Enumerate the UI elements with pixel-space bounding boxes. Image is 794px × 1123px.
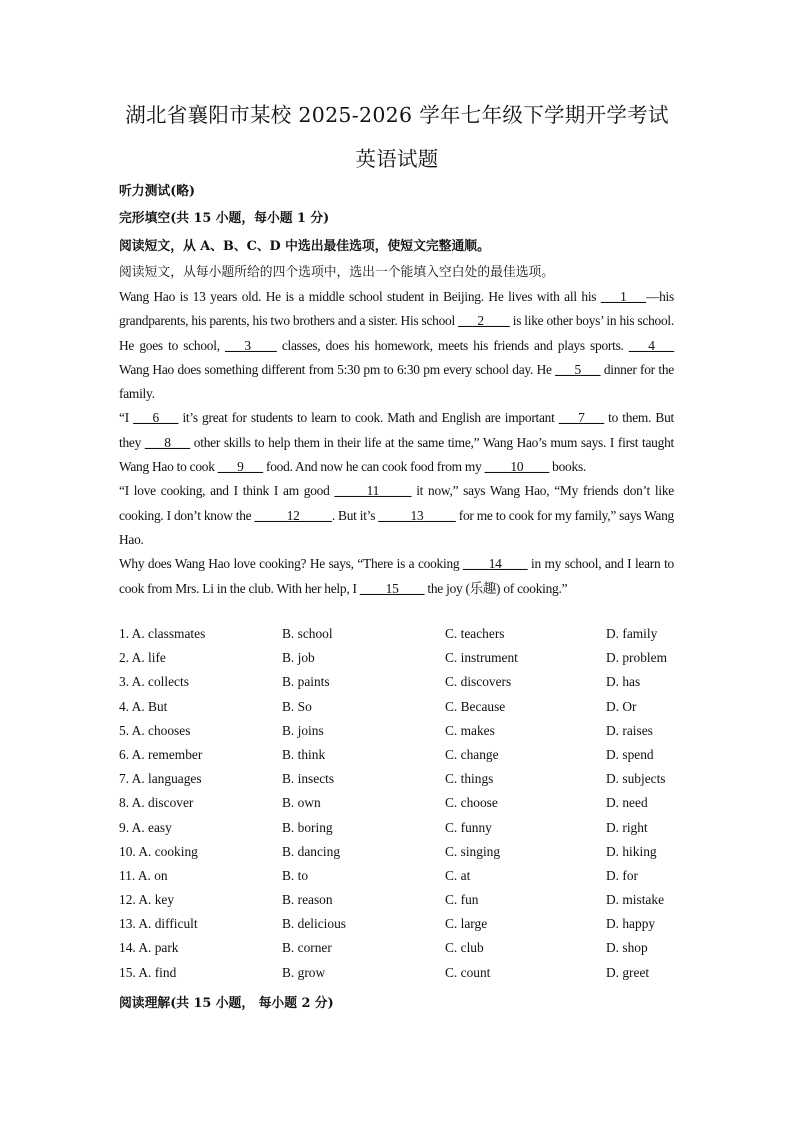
answer-blank: ____14____: [462, 556, 528, 572]
exam-subtitle: 英语试题: [355, 147, 439, 171]
cloze-passage: [119, 285, 674, 601]
answer-blank: ___6___: [133, 410, 179, 426]
passage-text: classes, does his homework, meets his friends and plays sports.: [276, 337, 629, 353]
option-choice: D. raises: [606, 722, 653, 738]
option-choice: B. dancing: [282, 843, 341, 859]
option-choice: B. boring: [282, 819, 333, 835]
option-choice: C. change: [445, 746, 499, 762]
option-choice: 1. A. classmates: [119, 626, 206, 641]
answer-blank: ___8___: [144, 434, 190, 450]
question-options-row: [119, 965, 689, 989]
option-choice: C. teachers: [445, 626, 505, 641]
option-choice: D. family: [606, 626, 658, 641]
option-choice: C. large: [445, 916, 488, 932]
option-choice: 7. A. languages: [119, 771, 202, 787]
answer-blank: _____13_____: [378, 507, 456, 523]
option-choice: 10. A. cooking: [119, 843, 198, 859]
passage-text: “I love cooking, and I think I am good: [119, 483, 335, 499]
option-choice: D. shop: [606, 940, 648, 956]
option-choice: D. mistake: [606, 892, 665, 908]
passage-text: in my school, and I learn to cook from Mrs. Li in the club. With her help, I: [119, 556, 674, 596]
passage-text: Wang Hao is 13 years old. He is a middle school student in Beijing. He lives with all his: [119, 289, 601, 304]
option-choice: C. singing: [445, 843, 501, 859]
passage-text: is like other boys’ in his school. He goes to school,: [119, 313, 674, 353]
option-choice: B. corner: [282, 940, 332, 956]
option-choice: B. paints: [282, 674, 330, 690]
passage-text: Why does Wang Hao love cooking? He says, “There is a cooking: [119, 556, 463, 572]
option-choice: D. happy: [606, 916, 656, 932]
passage-text: other skills to help them in their life at the same time,” Wang Hao’s mum says. I first taught Wang Hao to cook: [119, 434, 674, 475]
listening-section-heading: 听力测试(略): [119, 184, 196, 199]
option-choice: C. club: [445, 940, 484, 956]
question-options-row: [119, 747, 689, 771]
option-choice: D. hiking: [606, 843, 657, 859]
option-choice: 8. A. discover: [119, 795, 194, 811]
passage-text: —his grandparents, his parents, his two brothers and a sister. His school: [119, 289, 674, 329]
option-choice: 6. A. remember: [119, 746, 203, 762]
question-options-row: [119, 844, 689, 868]
question-options-row: [119, 916, 689, 940]
passage-paragraph: [119, 552, 674, 601]
answer-blank: ____10____: [484, 459, 550, 475]
passage-text: for me to cook for my family,” says Wang Hao.: [119, 507, 675, 547]
option-choice: B. school: [282, 626, 333, 641]
option-choice: C. at: [445, 867, 471, 883]
question-options-row: [119, 940, 689, 964]
passage-text: the joy (乐趣) of cooking.”: [424, 580, 568, 596]
answer-blank: ___1___: [600, 289, 646, 304]
option-choice: C. count: [445, 964, 491, 980]
option-choice: B. job: [282, 650, 315, 666]
passage-text: . But it’s: [331, 507, 379, 523]
option-choice: B. So: [282, 698, 312, 714]
option-choice: D. problem: [606, 650, 667, 666]
answer-blank: ___7___: [558, 410, 604, 426]
option-choice: C. makes: [445, 722, 495, 738]
passage-text: dinner for the family.: [119, 361, 674, 402]
option-choice: D. subjects: [606, 771, 666, 787]
option-choice: 5. A. chooses: [119, 722, 191, 738]
question-options-row: [119, 820, 689, 844]
exam-title: 湖北省襄阳市某校 2025-2026 学年七年级下学期开学考试: [125, 103, 669, 127]
answer-options: [119, 626, 689, 989]
passage-paragraph: [119, 406, 674, 479]
option-choice: B. to: [282, 867, 309, 883]
passage-text: “I: [119, 410, 134, 426]
answer-blank: ___9___: [217, 459, 263, 475]
passage-paragraph: [119, 479, 674, 552]
option-choice: C. discovers: [445, 674, 512, 690]
option-choice: B. reason: [282, 892, 333, 908]
option-choice: D. need: [606, 795, 648, 811]
option-choice: 4. A. But: [119, 698, 168, 714]
reading-section-heading: 阅读理解(共 15 小题， 每小题 2 分): [119, 996, 334, 1011]
question-options-row: [119, 795, 689, 819]
option-choice: C. things: [445, 771, 494, 787]
question-options-row: [119, 771, 689, 795]
answer-blank: ___3____: [225, 337, 277, 353]
option-choice: 12. A. key: [119, 892, 175, 908]
answer-blank: ____15____: [359, 580, 425, 596]
answer-blank: ___2____: [458, 313, 510, 329]
option-choice: 13. A. difficult: [119, 916, 198, 932]
option-choice: D. has: [606, 674, 641, 690]
question-options-row: [119, 868, 689, 892]
passage-text: food. And now he can cook food from my: [262, 459, 485, 475]
option-choice: D. right: [606, 819, 648, 835]
option-choice: 14. A. park: [119, 940, 179, 956]
option-choice: B. own: [282, 795, 321, 811]
option-choice: C. fun: [445, 892, 479, 908]
question-options-row: [119, 699, 689, 723]
passage-paragraph: [119, 285, 674, 406]
option-choice: D. spend: [606, 746, 654, 762]
option-choice: D. Or: [606, 698, 637, 714]
option-choice: C. Because: [445, 698, 506, 714]
answer-blank: ___4___: [628, 337, 674, 353]
question-options-row: [119, 892, 689, 916]
option-choice: B. joins: [282, 722, 324, 738]
passage-text: to them. But they: [119, 410, 674, 450]
option-choice: B. think: [282, 746, 326, 762]
question-options-row: [119, 674, 689, 698]
passage-text: Wang Hao does something different from 5:30 pm to 6:30 pm every school day. He: [119, 361, 556, 377]
option-choice: 2. A. life: [119, 650, 166, 666]
option-choice: C. funny: [445, 819, 492, 835]
answer-blank: _____11_____: [334, 483, 412, 499]
passage-text: it now,” says Wang Hao, “My friends don’t like cooking. I don’t know the: [119, 483, 674, 523]
cloze-bold-instruction: 阅读短文，从 A、B、C、D 中选出最佳选项，使短文完整通顺。: [119, 239, 490, 254]
cloze-section-heading: 完形填空(共 15 小题，每小题 1 分): [119, 211, 330, 226]
option-choice: D. greet: [606, 964, 650, 980]
option-choice: 11. A. on: [119, 867, 168, 883]
answer-blank: ___5___: [555, 361, 601, 377]
option-choice: 9. A. easy: [119, 819, 172, 835]
option-choice: B. grow: [282, 964, 326, 980]
option-choice: B. delicious: [282, 916, 346, 932]
option-choice: 3. A. collects: [119, 674, 189, 690]
question-options-row: [119, 650, 689, 674]
passage-text: books.: [549, 459, 587, 475]
question-options-row: [119, 626, 689, 650]
option-choice: 15. A. find: [119, 964, 177, 980]
passage-text: it’s great for students to learn to cook. Math and English are important: [178, 410, 559, 426]
question-options-row: [119, 723, 689, 747]
option-choice: D. for: [606, 867, 638, 883]
option-choice: C. instrument: [445, 650, 518, 666]
option-choice: B. insects: [282, 771, 335, 787]
option-choice: C. choose: [445, 795, 498, 811]
answer-blank: _____12_____: [254, 507, 332, 523]
cloze-instruction: 阅读短文，从每小题所给的四个选项中，选出一个能填入空白处的最佳选项。: [119, 265, 555, 280]
